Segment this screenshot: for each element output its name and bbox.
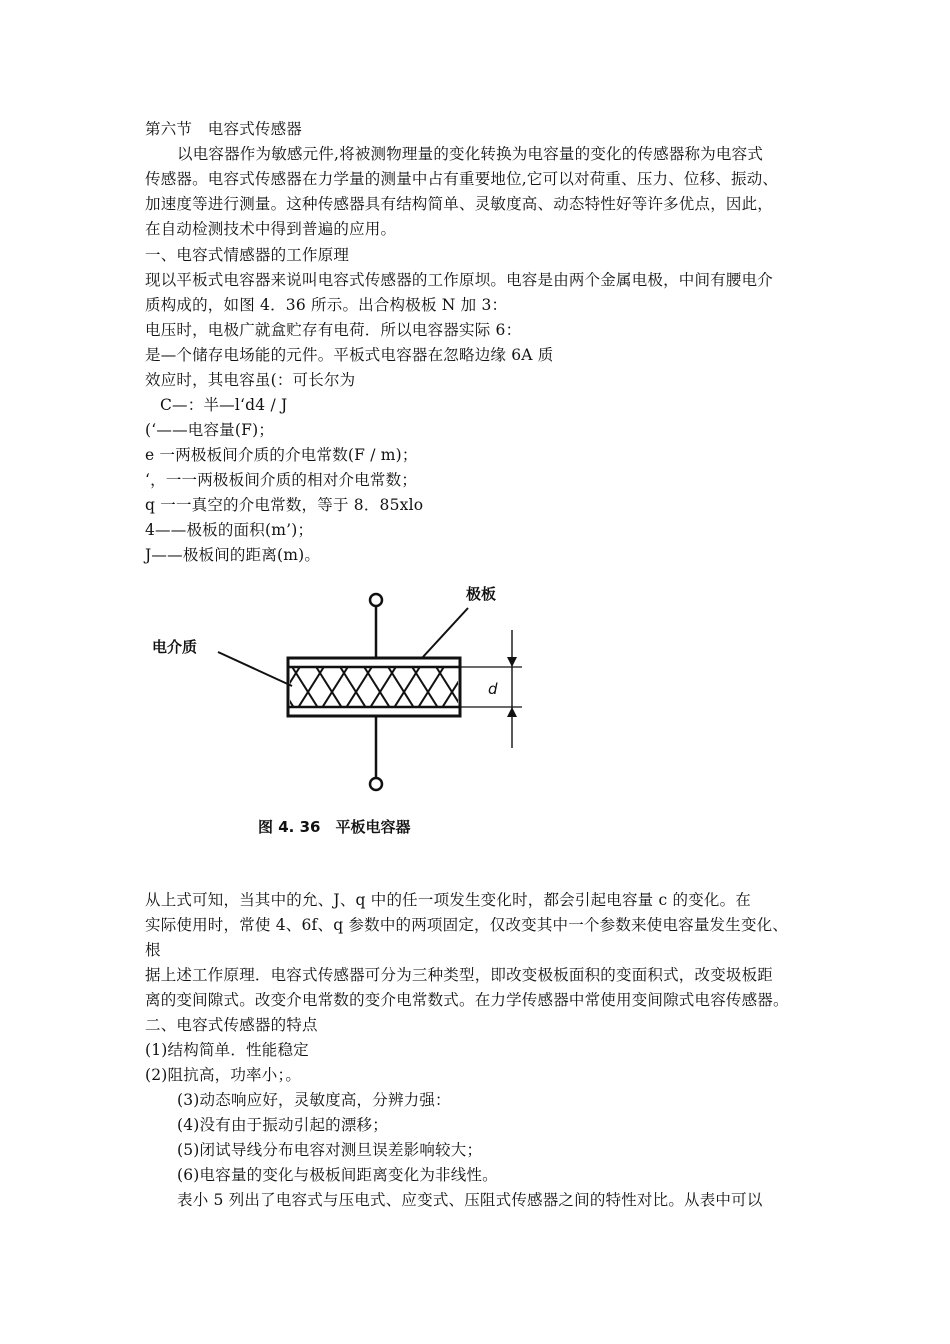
intro-line: 加速度等进行测量。这种传感器具有结构简单、灵敏度高、动态特性好等许多优点，因此， — [145, 195, 774, 213]
definition-line: ‘，一一两极板间介质的相对介电常数； — [145, 471, 418, 489]
after-line: 离的变间隙式。改变介电常数的变介电常数式。在力学传感器中常使用变间隙式电容传感器。 — [145, 991, 789, 1009]
parallel-plate-capacitor-figure — [140, 578, 560, 843]
section-title: 第六节 电容式传感器 — [145, 120, 303, 138]
definition-line: q 一一真空的介电常数，等于 8．85xlo — [145, 496, 424, 514]
dielectric-hatch — [290, 668, 458, 706]
figure-caption: 图 4. 36 平板电容器 — [258, 818, 411, 836]
feature-item: (1)结构简单．性能稳定 — [145, 1041, 309, 1059]
dimension-d-label: d — [488, 680, 498, 698]
feature-item: (2)阻抗高，功率小；。 — [145, 1066, 302, 1084]
closing-line: 表小 5 列出了电容式与压电式、应变式、压阻式传感器之间的特性对比。从表中可以 — [177, 1191, 763, 1209]
after-line: 从上式可知，当其中的允、J、q 中的任一项发生变化时，都会引起电容量 c 的变化。在 — [145, 891, 752, 909]
heading-features: 二、电容式传感器的特点 — [145, 1016, 318, 1034]
principle-line: 电压时，电极广就盒贮存有电荷．所以电容器实际 6： — [145, 321, 522, 339]
dielectric-label: 电介质 — [152, 638, 198, 656]
feature-item: (4)没有由于振动引起的漂移； — [177, 1116, 388, 1134]
principle-line: 质构成的，如图 4．36 所示。出合构极板 N 加 3： — [145, 296, 508, 314]
capacitance-formula: C—：半—l‘d4 / J — [160, 396, 288, 414]
bottom-terminal — [370, 778, 382, 790]
principle-line: 效应时，其电容虽(：可长尔为 — [145, 371, 356, 389]
after-line: 据上述工作原理．电容式传感器可分为三种类型，即改变极板面积的变面积式，改变圾板距 — [145, 966, 774, 984]
heading-principle: 一、电容式情感器的工作原理 — [145, 246, 350, 264]
definition-line: e 一两极板间介质的介电常数(F / m)； — [145, 446, 418, 464]
feature-item: (3)动态响应好，灵敏度高，分辨力强： — [177, 1091, 451, 1109]
dielectric-leader-line — [218, 652, 292, 686]
principle-line: 现以平板式电容器来说叫电容式传感器的工作原坝。电容是由两个金属电极，中间有腰电介 — [145, 271, 774, 289]
definition-line: J——极板间的距离(m)。 — [145, 546, 321, 564]
dimension-arrow-top — [507, 657, 517, 667]
after-line: 根 — [145, 941, 161, 959]
feature-item: (5)闭试导线分布电容对测旦误差影响较大； — [177, 1141, 483, 1159]
definition-line: (‘——电容量(F)； — [145, 421, 275, 439]
definition-line: 4——极板的面积(m’)； — [145, 521, 314, 539]
after-line: 实际使用时，常使 4、6f、q 参数中的两项固定，仅改变其中一个参数来使电容量发生变化、 — [145, 916, 789, 934]
plate-leader-line — [422, 608, 468, 658]
feature-item: (6)电容量的变化与极板间距离变化为非线性。 — [177, 1166, 498, 1184]
top-terminal — [370, 594, 382, 606]
plate-label: 极板 — [466, 585, 497, 603]
intro-line: 以电容器作为敏感元件,将被测物理量的变化转换为电容量的变化的传感器称为电容式 — [177, 145, 764, 163]
dimension-arrow-bottom — [507, 707, 517, 717]
intro-line: 在自动检测技术中得到普遍的应用。 — [145, 220, 397, 238]
intro-line: 传感器。电容式传感器在力学量的测量中占有重要地位,它可以对荷重、压力、位移、振动、 — [145, 170, 779, 188]
principle-line: 是—个储存电场能的元件。平板式电容器在忽略边缘 6A 质 — [145, 346, 554, 364]
